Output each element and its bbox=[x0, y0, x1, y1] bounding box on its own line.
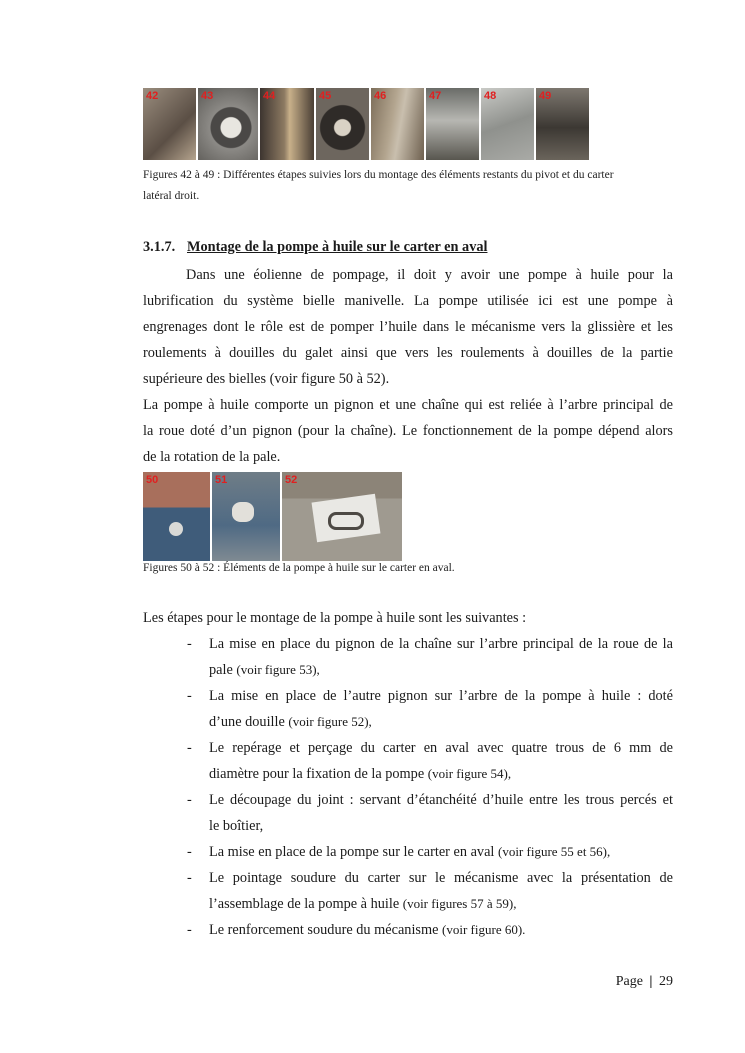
step-text: d’une douille bbox=[209, 714, 289, 730]
step-item bbox=[143, 865, 673, 917]
steps-intro: Les étapes pour le montage de la pompe à huile sont les suivantes : bbox=[143, 610, 527, 626]
step-item bbox=[143, 839, 673, 865]
step-line: Le découpage du joint : servant d’étanchéité d’huile entre les trous percés et bbox=[209, 792, 673, 808]
figure-reference: (voir figure 52), bbox=[288, 714, 372, 729]
step-line bbox=[209, 709, 673, 735]
section-title: Montage de la pompe à huile sur le carter en aval bbox=[187, 239, 488, 255]
page-number: 29 bbox=[659, 974, 673, 989]
paragraph-1 bbox=[143, 262, 673, 392]
figure-reference: (voir figure 60). bbox=[442, 922, 526, 937]
step-line: La mise en place du pignon de la chaîne sur l’arbre principal de la roue de la bbox=[209, 636, 673, 652]
bullet-dash: - bbox=[187, 740, 192, 756]
figure-43-photo bbox=[198, 88, 258, 160]
figures-50-52-caption: Figures 50 à 52 : Éléments de la pompe à huile sur le carter en aval. bbox=[143, 562, 455, 574]
figure-reference: (voir figure 53), bbox=[236, 662, 320, 677]
figure-label: 47 bbox=[429, 90, 442, 102]
paragraph-line: lubrification du système bielle manivelle. La pompe utilisée ici est une pompe à bbox=[143, 293, 673, 309]
figure-label: 46 bbox=[374, 90, 387, 102]
figure-49-photo bbox=[536, 88, 589, 160]
bullet-dash: - bbox=[187, 922, 192, 938]
caption-line: Figures 42 à 49 : Différentes étapes suivies lors du montage des éléments restants du pivot et du carter bbox=[143, 169, 614, 181]
figure-52-photo bbox=[282, 472, 402, 561]
figure-42-photo bbox=[143, 88, 196, 160]
figure-label: 51 bbox=[215, 474, 228, 486]
step-text: Le renforcement soudure du mécanisme bbox=[209, 922, 443, 938]
paragraph-line: supérieure des bielles (voir figure 50 à 52). bbox=[143, 371, 390, 387]
page-footer bbox=[616, 974, 673, 990]
step-item bbox=[143, 735, 673, 787]
section-heading bbox=[143, 239, 683, 256]
step-line bbox=[209, 891, 673, 917]
figure-label: 45 bbox=[319, 90, 332, 102]
figure-label: 43 bbox=[201, 90, 214, 102]
step-item bbox=[143, 631, 673, 683]
step-text: diamètre pour la fixation de la pompe bbox=[209, 766, 428, 782]
step-line: Le repérage et perçage du carter en aval avec quatre trous de 6 mm de bbox=[209, 740, 673, 756]
bullet-dash: - bbox=[187, 844, 192, 860]
paragraph-line: la roue doté d’un pignon (pour la chaîne). Le fonctionnement de la pompe dépend alors bbox=[143, 423, 673, 439]
step-text: La mise en place de la pompe sur le carter en aval bbox=[209, 844, 498, 860]
steps-list bbox=[143, 631, 673, 943]
figure-label: 52 bbox=[285, 474, 298, 486]
figure-label: 50 bbox=[146, 474, 159, 486]
figure-label: 42 bbox=[146, 90, 159, 102]
step-line bbox=[209, 761, 673, 787]
step-line: La mise en place de l’autre pignon sur l’arbre de la pompe à huile : doté bbox=[209, 688, 673, 704]
paragraph-line: engrenages dont le rôle est de pomper l’huile dans le mécanisme vers la glissière et les bbox=[143, 319, 673, 335]
bullet-dash: - bbox=[187, 792, 192, 808]
figure-46-photo bbox=[371, 88, 424, 160]
figure-reference: (voir figure 55 et 56), bbox=[497, 844, 611, 859]
figures-42-49-strip bbox=[143, 88, 591, 160]
figures-42-49-caption bbox=[143, 165, 683, 207]
step-line bbox=[209, 917, 673, 943]
bullet-dash: - bbox=[187, 870, 192, 886]
step-line: le boîtier, bbox=[209, 818, 264, 834]
step-item bbox=[143, 683, 673, 735]
figure-label: 48 bbox=[484, 90, 497, 102]
step-line bbox=[209, 657, 673, 683]
figure-label: 49 bbox=[539, 90, 552, 102]
paragraph-2 bbox=[143, 392, 673, 470]
page-separator: | bbox=[649, 974, 653, 989]
figure-45-photo bbox=[316, 88, 369, 160]
figure-reference: (voir figure 54), bbox=[427, 766, 512, 781]
step-text: l’assemblage de la pompe à huile bbox=[209, 896, 403, 912]
paragraph-line: La pompe à huile comporte un pignon et une chaîne qui est reliée à l’arbre principal de bbox=[143, 397, 673, 413]
bullet-dash: - bbox=[187, 636, 192, 652]
step-line: Le pointage soudure du carter sur le mécanisme avec la présentation de bbox=[209, 870, 673, 886]
figure-44-photo bbox=[260, 88, 314, 160]
bullet-dash: - bbox=[187, 688, 192, 704]
paragraph-line: Dans une éolienne de pompage, il doit y avoir une pompe à huile pour la bbox=[186, 267, 673, 283]
step-item bbox=[143, 787, 673, 839]
step-text: pale bbox=[209, 662, 237, 678]
step-line bbox=[209, 839, 673, 865]
figure-48-photo bbox=[481, 88, 534, 160]
figure-reference: (voir figures 57 à 59), bbox=[402, 896, 517, 911]
step-item bbox=[143, 917, 673, 943]
figures-50-52-strip bbox=[143, 472, 402, 561]
figure-51-photo bbox=[212, 472, 280, 561]
figure-label: 44 bbox=[263, 90, 276, 102]
figure-50-photo bbox=[143, 472, 210, 561]
section-number: 3.1.7. bbox=[143, 239, 176, 255]
figure-47-photo bbox=[426, 88, 479, 160]
caption-line: latéral droit. bbox=[143, 190, 200, 202]
page-label: Page bbox=[615, 974, 643, 989]
paragraph-line: roulements à douilles du galet ainsi que vers les roulements à douilles de la partie bbox=[143, 345, 673, 361]
paragraph-line: de la rotation de la pale. bbox=[143, 449, 281, 465]
